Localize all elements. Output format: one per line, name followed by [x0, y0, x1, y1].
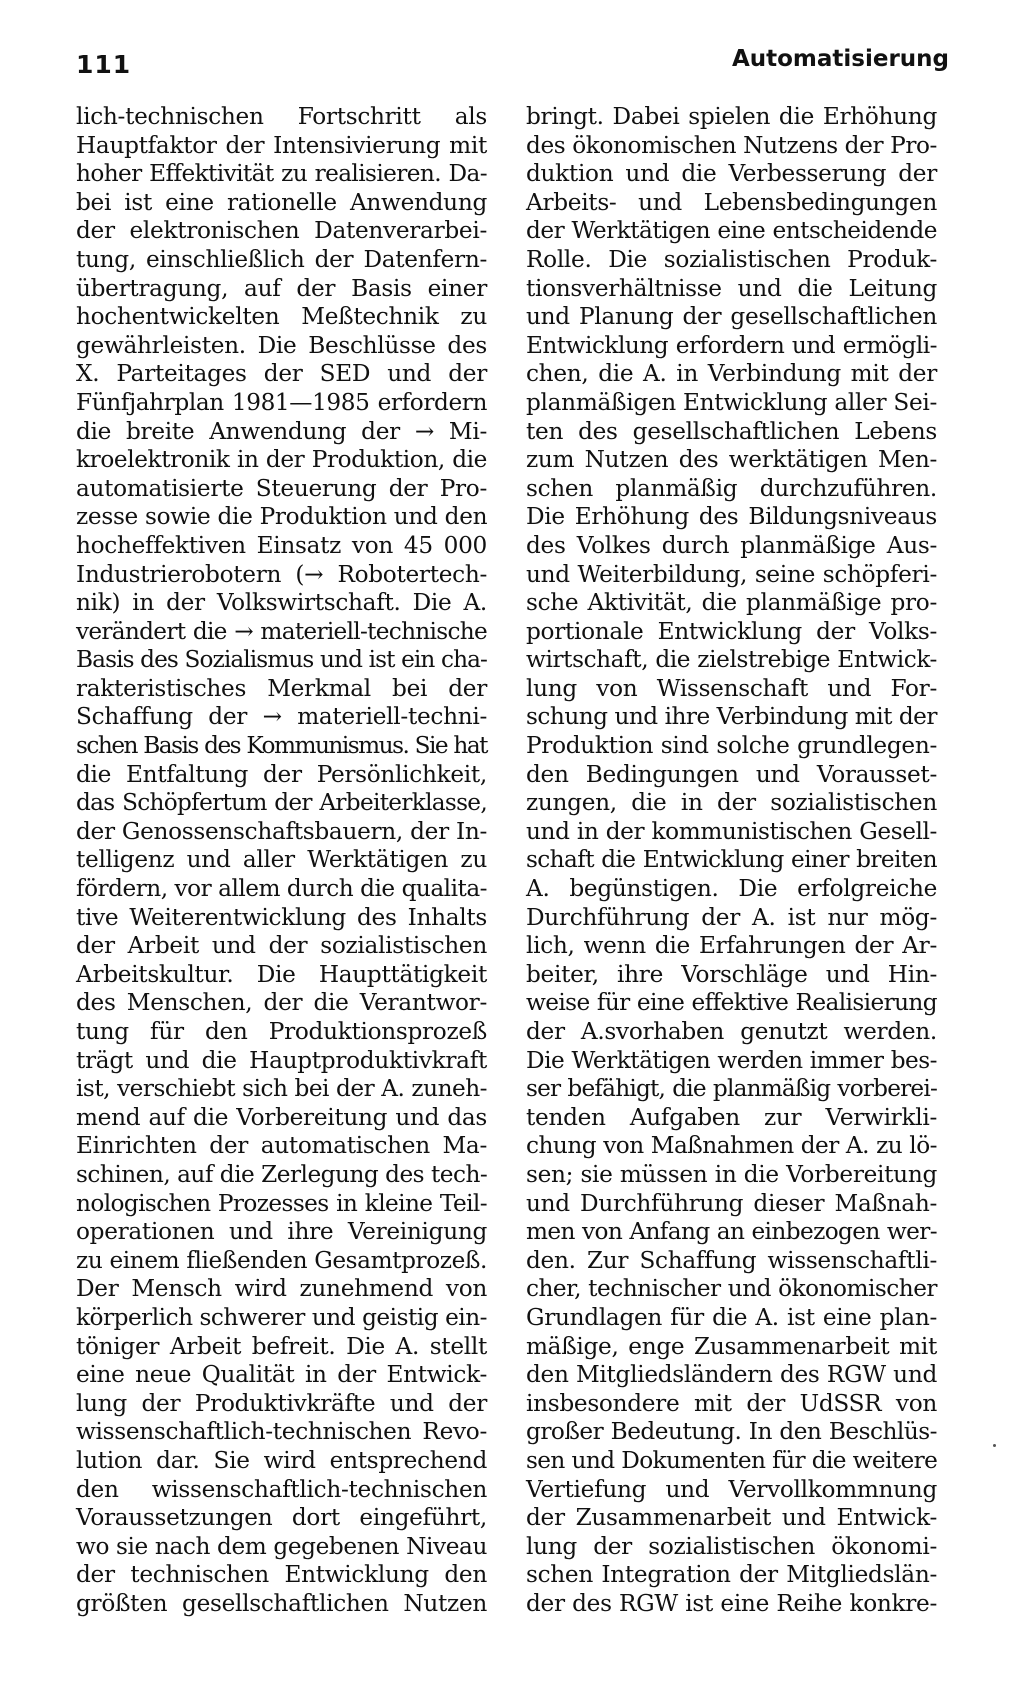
text-line: zungen, die in der sozialistischen: [526, 789, 937, 817]
text-line: wirtschaft, die zielstrebige Entwick-: [526, 646, 937, 674]
text-line: schaft die Entwicklung einer breiten: [526, 846, 937, 874]
text-line: telligenz und aller Werktätigen zu: [76, 846, 487, 874]
text-line: Grundlagen für die A. ist eine plan-: [526, 1303, 937, 1331]
text-line: ten des gesellschaftlichen Lebens: [526, 417, 937, 445]
text-line: der A.svorhaben genutzt werden.: [526, 1018, 937, 1045]
text-line: der Zusammenarbeit und Entwick-: [526, 1504, 937, 1532]
text-line: tionsverhältnisse und die Leitung: [526, 274, 937, 302]
text-line: eine neue Qualität in der Entwick-: [76, 1361, 487, 1389]
text-line: des ökonomischen Nutzens der Pro-: [526, 131, 937, 159]
text-line: des Menschen, der die Verantwor-: [76, 989, 487, 1017]
text-line: X. Parteitages der SED und der: [76, 360, 487, 388]
text-line: Fünfjahrplan 1981—1985 erfordern: [76, 388, 487, 416]
text-line: Durchführung der A. ist nur mög-: [526, 903, 937, 931]
text-line: insbesondere mit der UdSSR von: [526, 1389, 937, 1417]
text-line: lung der Produktivkräfte und der: [76, 1389, 487, 1417]
text-line: Vertiefung und Vervollkommnung: [526, 1475, 937, 1503]
text-line: schung und ihre Verbindung mit der: [526, 703, 937, 731]
text-line: mend auf die Vorbereitung und das: [76, 1103, 487, 1131]
text-line: sche Aktivität, die planmäßige pro-: [526, 589, 937, 617]
text-line: tenden Aufgaben zur Verwirkli-: [526, 1103, 937, 1131]
text-line: Voraussetzungen dort eingeführt,: [76, 1504, 487, 1532]
text-line: lung von Wissenschaft und For-: [526, 674, 937, 702]
text-line: mäßige, enge Zusammenarbeit mit: [526, 1332, 937, 1360]
text-line: übertragung, auf der Basis einer: [76, 274, 487, 302]
text-line: lution dar. Sie wird entsprechend: [76, 1446, 487, 1474]
text-line: den wissenschaftlich-technischen: [76, 1475, 487, 1503]
text-line: und Durchführung dieser Maßnah-: [526, 1189, 937, 1217]
text-line: sen und Dokumenten für die weitere: [526, 1446, 938, 1474]
text-line: der Werktätigen eine entscheidende: [526, 217, 937, 245]
text-line: planmäßigen Entwicklung aller Sei-: [526, 388, 938, 416]
text-line: portionale Entwicklung der Volks-: [526, 617, 937, 645]
text-line: töniger Arbeit befreit. Die A. stellt: [76, 1332, 487, 1360]
text-line: hoher Effektivität zu realisieren. Da-: [76, 160, 487, 188]
text-line: bringt. Dabei spielen die Erhöhung: [526, 103, 937, 130]
text-line: automatisierte Steuerung der Pro-: [76, 474, 487, 502]
text-line: tung für den Produktionsprozeß: [76, 1018, 487, 1045]
text-line: hochentwickelten Meßtechnik zu: [76, 303, 487, 331]
text-line: A. begünstigen. Die erfolgreiche: [526, 875, 937, 903]
text-line: der Arbeit und der sozialistischen: [76, 932, 487, 960]
text-line: beiter, ihre Vorschläge und Hin-: [526, 960, 937, 988]
text-line: hocheffektiven Einsatz von 45 000: [76, 531, 487, 559]
text-column-left: [76, 103, 487, 1618]
text-line: den Bedingungen und Vorausset-: [526, 760, 937, 788]
text-line: bei ist eine rationelle Anwendung: [76, 188, 487, 216]
text-line: ist, verschiebt sich bei der A. zuneh-: [76, 1075, 487, 1103]
text-line: den Mitgliedsländern des RGW und: [526, 1361, 937, 1389]
text-line: Einrichten der automatischen Ma-: [76, 1132, 487, 1160]
text-line: Rolle. Die sozialistischen Produk-: [526, 245, 937, 273]
text-line: weise für eine effektive Realisierung: [526, 989, 937, 1017]
text-line: größten gesellschaftlichen Nutzen: [76, 1589, 487, 1617]
text-line: nologischen Prozesses in kleine Teil-: [76, 1189, 487, 1217]
text-line: sen; sie müssen in die Vorbereitung: [526, 1160, 937, 1188]
text-line: und Weiterbildung, seine schöpferi-: [526, 560, 937, 588]
page-number: 111: [76, 50, 132, 79]
text-line: duktion und die Verbesserung der: [526, 160, 937, 188]
text-line: die Entfaltung der Persönlichkeit,: [76, 760, 487, 788]
text-line: der elektronischen Datenverarbei-: [76, 217, 487, 245]
text-line: Die Werktätigen werden immer bes-: [526, 1046, 937, 1074]
text-line: großer Bedeutung. In den Beschlüs-: [526, 1418, 937, 1446]
text-line: zu einem fließenden Gesamtprozeß.: [76, 1246, 487, 1274]
running-head: Automatisierung: [731, 46, 949, 72]
text-line: verändert die → materiell-technische: [76, 617, 487, 645]
text-line: tive Weiterentwicklung des Inhalts: [76, 903, 487, 931]
text-line: trägt und die Hauptproduktivkraft: [76, 1046, 487, 1074]
text-line: Arbeitskultur. Die Haupttätigkeit: [76, 960, 487, 988]
text-line: körperlich schwerer und geistig ein-: [76, 1303, 487, 1331]
text-line: schen Basis des Kommunismus. Sie hat: [76, 732, 487, 760]
text-line: Die Erhöhung des Bildungsniveaus: [526, 503, 937, 531]
text-column-right: [526, 103, 937, 1618]
text-line: den. Zur Schaffung wissenschaftli-: [526, 1246, 937, 1274]
text-line: Produktion sind solche grundlegen-: [526, 732, 937, 760]
text-line: Schaffung der → materiell-techni-: [76, 703, 487, 731]
text-line: fördern, vor allem durch die qualita-: [76, 875, 487, 903]
text-line: schinen, auf die Zerlegung des tech-: [76, 1160, 488, 1188]
text-line: schen planmäßig durchzuführen.: [526, 474, 937, 502]
text-line: der technischen Entwicklung den: [76, 1561, 487, 1589]
text-line: chung von Maßnahmen der A. zu lö-: [526, 1132, 937, 1160]
text-line: des Volkes durch planmäßige Aus-: [526, 531, 937, 559]
margin-mark: [993, 1444, 996, 1447]
text-line: Industrierobotern (→ Robotertech-: [76, 560, 487, 588]
text-line: rakteristisches Merkmal bei der: [76, 674, 487, 702]
text-line: gewährleisten. Die Beschlüsse des: [76, 331, 487, 359]
text-line: die breite Anwendung der → Mi-: [76, 417, 487, 445]
text-line: kroelektronik in der Produktion, die: [76, 446, 487, 474]
text-line: Hauptfaktor der Intensivierung mit: [76, 131, 487, 159]
text-line: tung, einschließlich der Datenfern-: [76, 245, 487, 273]
text-line: Entwicklung erfordern und ermögli-: [526, 331, 937, 359]
text-line: Arbeits- und Lebensbedingungen: [526, 188, 937, 216]
text-line: cher, technischer und ökonomischer: [526, 1275, 937, 1303]
text-line: der Genossenschaftsbauern, der In-: [76, 817, 487, 845]
text-line: wo sie nach dem gegebenen Niveau: [76, 1532, 487, 1560]
text-line: Basis des Sozialismus und ist ein cha-: [76, 646, 487, 674]
text-line: ser befähigt, die planmäßig vorberei-: [526, 1075, 937, 1103]
text-line: nik) in der Volkswirtschaft. Die A.: [76, 589, 487, 617]
text-line: men von Anfang an einbezogen wer-: [526, 1218, 937, 1246]
text-line: lich, wenn die Erfahrungen der Ar-: [526, 932, 937, 960]
text-line: chen, die A. in Verbindung mit der: [526, 360, 937, 388]
text-line: das Schöpfertum der Arbeiterklasse,: [76, 789, 487, 817]
text-line: schen Integration der Mitgliedslän-: [526, 1561, 937, 1589]
text-line: zum Nutzen des werktätigen Men-: [526, 446, 937, 474]
text-line: zesse sowie die Produktion und den: [76, 503, 488, 531]
text-line: lung der sozialistischen ökonomi-: [526, 1532, 937, 1560]
text-line: wissenschaftlich-technischen Revo-: [76, 1418, 487, 1446]
text-line: der des RGW ist eine Reihe konkre-: [526, 1589, 937, 1617]
text-line: und Planung der gesellschaftlichen: [526, 303, 937, 331]
text-line: lich-technischen Fortschritt als: [76, 103, 487, 130]
text-line: und in der kommunistischen Gesell-: [526, 817, 937, 845]
text-line: operationen und ihre Vereinigung: [76, 1218, 487, 1246]
text-line: Der Mensch wird zunehmend von: [76, 1275, 487, 1303]
